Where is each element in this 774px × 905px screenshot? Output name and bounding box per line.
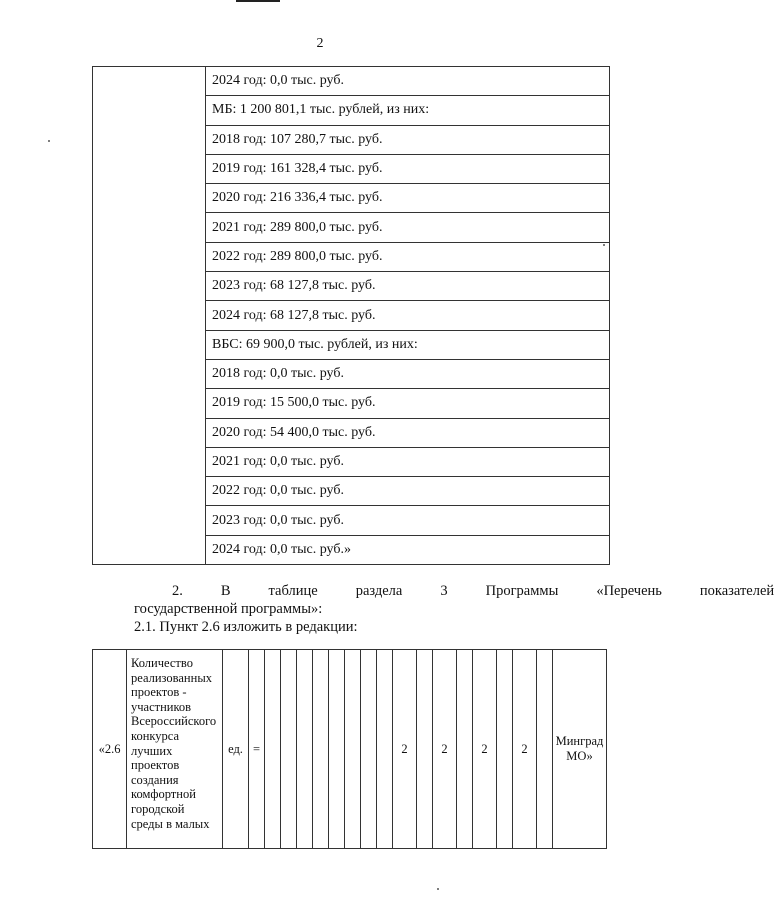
financing-amount-cell: 2021 год: 0,0 тыс. руб. <box>206 447 610 476</box>
indicator-name-line: Количество <box>131 656 193 670</box>
financing-amount-cell: 2024 год: 0,0 тыс. руб. <box>206 67 610 96</box>
page-number: 2 <box>316 36 324 51</box>
indicator-value-cell: 2 <box>433 650 457 849</box>
financing-label-cell <box>93 67 206 565</box>
indicator-value-cell: 2 <box>473 650 497 849</box>
indicator-table <box>92 649 607 849</box>
indicator-responsible-cell: Минград МО» <box>553 650 607 849</box>
indicator-value-cell <box>361 650 377 849</box>
paragraph-item-2-1: 2.1. Пункт 2.6 изложить в редакции: <box>134 619 358 635</box>
paragraph-word: раздела <box>355 583 403 599</box>
indicator-value-cell: 2 <box>513 650 537 849</box>
indicator-value-cell <box>345 650 361 849</box>
top-edge-mark <box>236 0 280 2</box>
indicator-name-line: Всероссийского <box>131 714 217 729</box>
financing-table <box>92 66 610 565</box>
scan-speck <box>48 140 50 142</box>
paragraph-item-2-line-2: государственной программы»: <box>134 601 323 617</box>
indicator-row-2-6 <box>93 650 607 849</box>
indicator-value-cell <box>377 650 393 849</box>
indicator-name-line: участников <box>131 699 192 714</box>
paragraph-item-2-line-1 <box>134 582 774 600</box>
paragraph-word: показателей <box>699 583 774 599</box>
financing-amount-cell: 2018 год: 107 280,7 тыс. руб. <box>206 125 610 154</box>
indicator-name-line: городской <box>131 801 185 816</box>
scan-speck <box>437 888 439 890</box>
indicator-sign-cell: = <box>249 650 265 849</box>
indicator-name-cell <box>127 650 223 849</box>
financing-amount-cell: 2024 год: 0,0 тыс. руб.» <box>206 535 610 564</box>
indicator-name-line: проектов <box>131 758 180 773</box>
indicator-value-cell <box>497 650 513 849</box>
financing-amount-cell: 2019 год: 15 500,0 тыс. руб. <box>206 389 610 418</box>
scan-speck <box>603 244 605 246</box>
indicator-unit-cell: ед. <box>223 650 249 849</box>
indicator-number-cell: «2.6 <box>93 650 127 849</box>
financing-amount-cell: 2020 год: 216 336,4 тыс. руб. <box>206 184 610 213</box>
paragraph-word: «Перечень <box>596 583 662 599</box>
indicator-value-cell <box>265 650 281 849</box>
paragraph-word: 2. <box>172 583 183 599</box>
paragraph-word: Программы <box>485 583 559 599</box>
financing-amount-cell: 2021 год: 289 800,0 тыс. руб. <box>206 213 610 242</box>
indicator-value-cell <box>313 650 329 849</box>
financing-amount-cell: 2020 год: 54 400,0 тыс. руб. <box>206 418 610 447</box>
financing-amount-cell: 2019 год: 161 328,4 тыс. руб. <box>206 154 610 183</box>
financing-amount-cell: 2018 год: 0,0 тыс. руб. <box>206 359 610 388</box>
indicator-name-line: среды в малых <box>131 816 210 831</box>
financing-amount-cell: 2023 год: 0,0 тыс. руб. <box>206 506 610 535</box>
indicator-value-cell <box>537 650 553 849</box>
paragraph-item-2 <box>96 582 774 618</box>
indicator-name-line: создания <box>131 772 179 787</box>
paragraph-word: 3 <box>440 583 448 599</box>
financing-amount-cell: 2022 год: 0,0 тыс. руб. <box>206 477 610 506</box>
financing-amount-cell: МБ: 1 200 801,1 тыс. рублей, из них: <box>206 96 610 125</box>
financing-amount-cell: ВБС: 69 900,0 тыс. рублей, из них: <box>206 330 610 359</box>
financing-amount-cell: 2022 год: 289 800,0 тыс. руб. <box>206 242 610 271</box>
financing-row <box>93 67 610 96</box>
financing-amount-cell: 2024 год: 68 127,8 тыс. руб. <box>206 301 610 330</box>
indicator-name-line: проектов - <box>131 685 187 700</box>
indicator-value-cell <box>329 650 345 849</box>
indicator-name-line: конкурса <box>131 728 180 743</box>
indicator-value-cell <box>457 650 473 849</box>
indicator-name-line: комфортной <box>131 787 196 802</box>
indicator-name-line: реализованных <box>131 670 212 685</box>
indicator-value-cell <box>297 650 313 849</box>
indicator-value-cell <box>417 650 433 849</box>
indicator-value-cell <box>281 650 297 849</box>
paragraph-word: В <box>220 583 231 599</box>
indicator-name-line: лучших <box>131 743 173 758</box>
indicator-value-cell: 2 <box>393 650 417 849</box>
financing-amount-cell: 2023 год: 68 127,8 тыс. руб. <box>206 272 610 301</box>
paragraph-word: таблице <box>268 583 318 599</box>
